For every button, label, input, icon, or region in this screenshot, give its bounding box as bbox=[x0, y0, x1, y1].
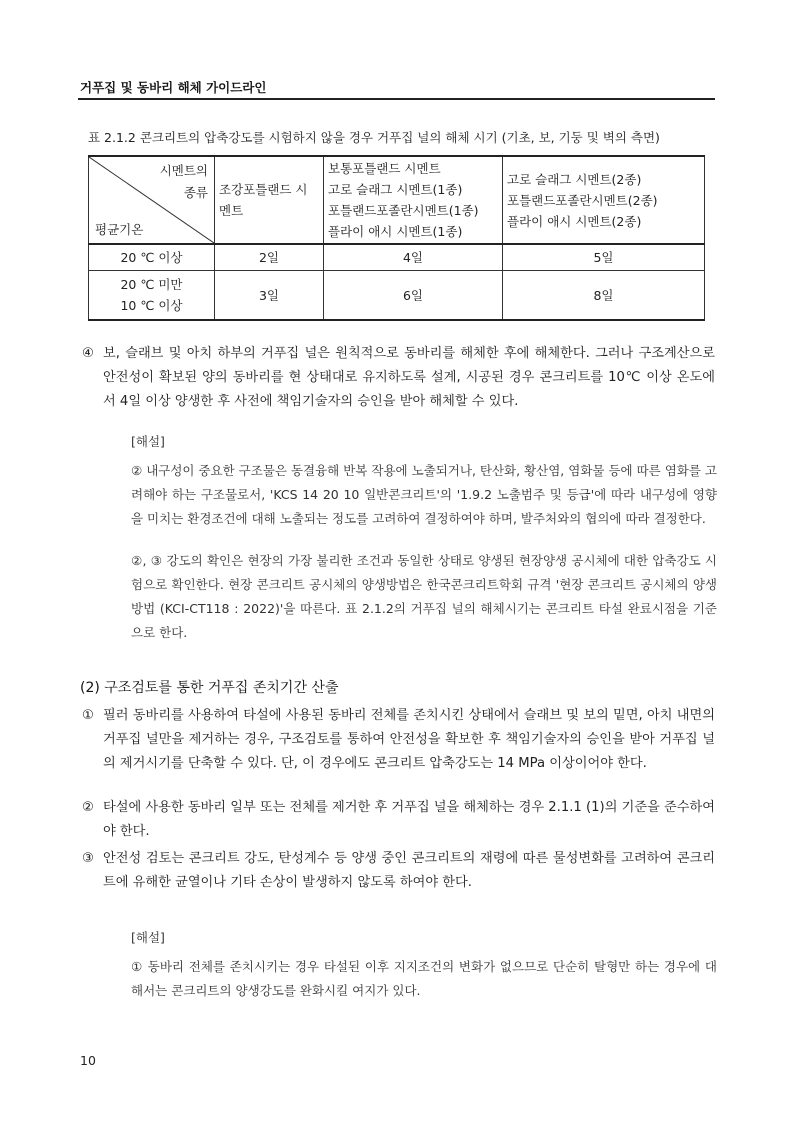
commentary-paragraph: ②, ③ 강도의 확인은 현장의 가장 불리한 조건과 동일한 상태로 양생된 현장양생 공시체에 대한 압축강도 시험으로 확인한다. 현장 콘크리트 공시체의 양생방법은 한국콘크리트학회 규격 '현장 콘크리트 공시체의 양생방법 (KCI-CT118 : 2022)'을 따른다. 표 2.1.2의 거푸집 널의 해체시기는 콘크리트 타설 완료시점을 기준으로 한다. bbox=[131, 553, 717, 640]
col-header-type2 bbox=[503, 156, 705, 244]
table-corner-cell bbox=[89, 156, 215, 244]
col-header-line: 포틀랜드포졸란시멘트(2종) bbox=[507, 192, 658, 208]
running-header-title: 거푸집 및 동바리 해체 가이드라인 bbox=[80, 80, 267, 95]
section-heading: (2) 구조검토를 통한 거푸집 존치기간 산출 bbox=[80, 680, 339, 696]
item-text: 보, 슬래브 및 아치 하부의 거푸집 널은 원칙적으로 동바리를 해체한 후에 해체한다. 그러나 구조계산으로 안전성이 확보된 양의 동바리를 현 상태대로 유지하도록 설계, 시공된 경우 콘크리트를 10℃ 이상 온도에서 4일 이상 양생한 후 사전에 책임기술자의 승인을 받아 해체할 수 있다. bbox=[103, 346, 715, 409]
col-header-line: 고로 슬래그 시멘트(1종) bbox=[328, 182, 463, 197]
col-header-line: 보통포틀랜드 시멘트 bbox=[328, 161, 441, 176]
value-cell: 2일 bbox=[215, 244, 324, 270]
commentary-paragraph: ② 내구성이 중요한 구조물은 동결융해 반복 작용에 노출되거나, 탄산화, 황산염, 염화물 등에 따른 염화를 고려해야 하는 구조물로서, 'KCS 14 20 10 일반콘크리트'의 '1.9.2 노출범주 및 등급'에 따라 내구성에 영향을 미치는 환경조건에 대해 노출되는 정도를 고려하여 결정하여야 하며, 발주처와의 협의에 따라 결정한다. bbox=[131, 463, 717, 526]
col-header-line: 플라이 애시 시멘트(1종) bbox=[328, 224, 463, 239]
temp-line: 20 ℃ 미만 bbox=[120, 276, 183, 292]
header-rule bbox=[78, 98, 715, 100]
corner-label-top-1: 시멘트의 bbox=[159, 163, 208, 178]
corner-label-bottom: 평균기온 bbox=[95, 222, 144, 237]
item-4-paragraph bbox=[82, 342, 715, 414]
commentary-label: [해설] bbox=[131, 434, 165, 449]
page-number: 10 bbox=[80, 1053, 96, 1068]
item-text: 타설에 사용한 동바리 일부 또는 전체를 제거한 후 거푸집 널을 해체하는 경우 2.1.1 (1)의 기준을 준수하여야 한다. bbox=[103, 800, 715, 839]
item-number: ② bbox=[82, 800, 94, 815]
value-cell: 3일 bbox=[215, 270, 324, 320]
item-text: 필러 동바리를 사용하여 타설에 사용된 동바리 전체를 존치시킨 상태에서 슬래브 및 보의 밑면, 아치 내면의 거푸집 널만을 제거하는 경우, 구조검토를 통하여 안전성을 확보한 후 책임기술자의 승인을 받아 거푸집 널의 제거시기를 단축할 수 있다. 단, 이 경우에도 콘크리트 압축강도는 14 MPa 이상이어야 한다. bbox=[103, 708, 715, 771]
item-text: 안전성 검토는 콘크리트 강도, 탄성계수 등 양생 중인 콘크리트의 재령에 따른 물성변화를 고려하여 콘크리트에 유해한 균열이나 기타 손상이 발생하지 않도록 하여야 한다. bbox=[103, 851, 715, 890]
value-cell: 4일 bbox=[324, 244, 503, 270]
col-header-high-early: 조강포틀랜드 시멘트 bbox=[215, 156, 324, 244]
table-caption: 표 2.1.2 콘크리트의 압축강도를 시험하지 않을 경우 거푸집 널의 해체 시기 (기초, 보, 기둥 및 벽의 측면) bbox=[88, 130, 660, 145]
commentary-label: [해설] bbox=[131, 930, 165, 945]
col-header-line: 고로 슬래그 시멘트(2종) bbox=[507, 171, 642, 187]
item-number: ④ bbox=[82, 346, 94, 361]
section2-item-1 bbox=[82, 704, 715, 776]
item-number: ③ bbox=[82, 851, 94, 866]
value-cell: 6일 bbox=[324, 270, 503, 320]
table-header-row bbox=[89, 156, 705, 244]
section2-item-2 bbox=[82, 796, 715, 844]
table-row bbox=[89, 270, 705, 320]
table-row bbox=[89, 244, 705, 270]
item-number: ① bbox=[82, 708, 94, 723]
col-header-ordinary bbox=[324, 156, 503, 244]
temp-cell: 20 ℃ 이상 bbox=[89, 244, 215, 270]
temp-cell bbox=[89, 270, 215, 320]
demolition-timing-table bbox=[88, 155, 705, 321]
commentary-paragraph: ① 동바리 전체를 존치시키는 경우 타설된 이후 지지조건의 변화가 없으므로 단순히 탈형만 하는 경우에 대해서는 콘크리트의 양생강도를 완화시킬 여지가 있다. bbox=[131, 959, 717, 998]
col-header-line: 포틀랜드포졸란시멘트(1종) bbox=[328, 203, 479, 218]
value-cell: 5일 bbox=[503, 244, 705, 270]
temp-line: 10 ℃ 이상 bbox=[120, 297, 183, 313]
section2-item-3 bbox=[82, 847, 715, 895]
col-header-line: 플라이 애시 시멘트(2종) bbox=[507, 213, 642, 229]
value-cell: 8일 bbox=[503, 270, 705, 320]
corner-label-top-2: 종류 bbox=[183, 185, 208, 200]
